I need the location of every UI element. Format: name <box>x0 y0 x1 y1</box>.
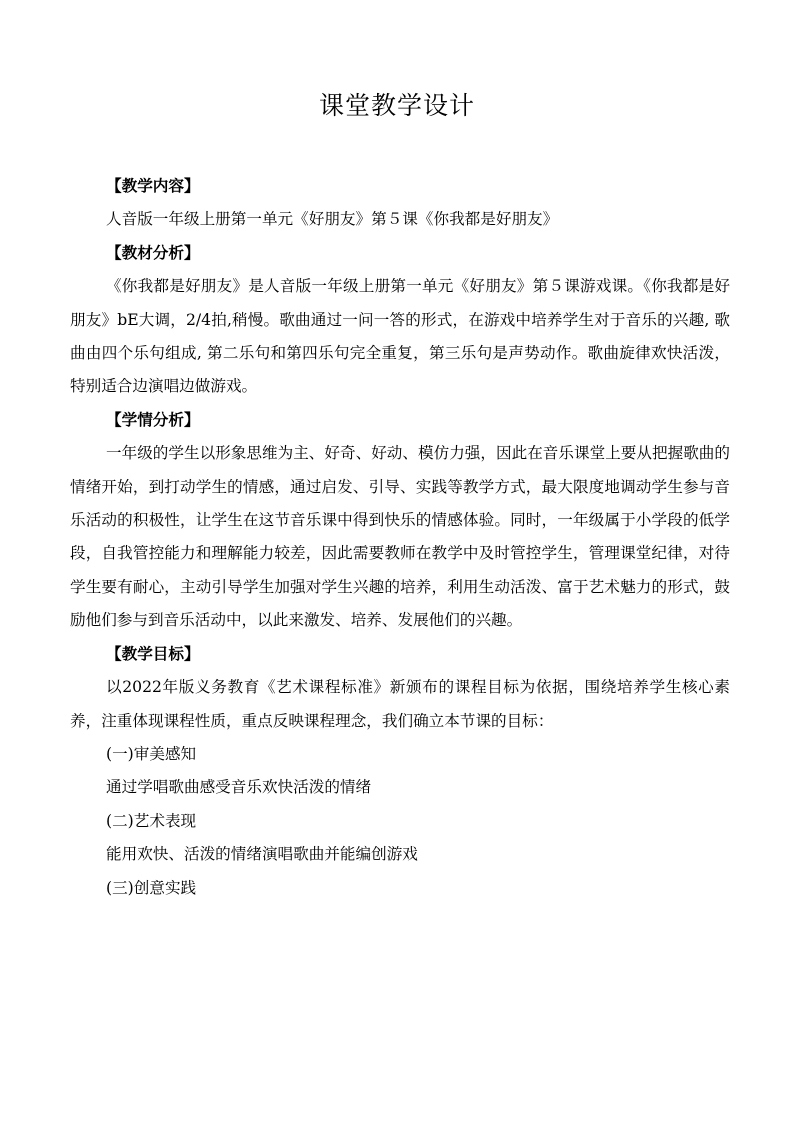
section-heading-students: 【学情分析】 <box>106 410 200 429</box>
page-title: 课堂教学设计 <box>318 91 475 120</box>
section-heading-material: 【教材分析】 <box>106 243 200 262</box>
goal-item-5: (三)创意实践 <box>106 878 197 897</box>
document-body <box>70 170 730 905</box>
goal-item-4: 能用欢快、活泼的情绪演唱歌曲并能编创游戏 <box>106 845 418 864</box>
goal-item-3: (二)艺术表现 <box>106 811 197 830</box>
goal-item-1: (一)审美感知 <box>106 744 197 763</box>
section-heading-goals: 【教学目标】 <box>106 644 200 663</box>
goal-item-2: 通过学唱歌曲感受音乐欢快活泼的情绪 <box>106 778 372 797</box>
section-text-material: 《你我都是好朋友》是人音版一年级上册第一单元《好朋友》第５课游戏课。《你我都是好朋友》bE大调，2/4拍,稍慢。歌曲通过一问一答的形式，在游戏中培养学生对于音乐的兴趣, 歌曲由四个乐句组成, 第二乐句和第四乐句完全重复，第三乐句是声势动作。歌曲旋律欢快活泼，特别适合边演唱边做游戏。 <box>70 277 730 396</box>
section-heading-content: 【教学内容】 <box>106 177 200 195</box>
section-text-students: 一年级的学生以形象思维为主、好奇、好动、模仿力强，因此在音乐课堂上要从把握歌曲的情绪开始，到打动学生的情感，通过启发、引导、实践等教学方式，最大限度地调动学生参与音乐活动的积极性，让学生在这节音乐课中得到快乐的情感体验。同时，一年级属于小学段的低学段，自我管控能力和理解能力较差，因此需要教师在教学中及时管控学生，管理课堂纪律，对待学生要有耐心，主动引导学生加强对学生兴趣的培养，利用生动活泼、富于艺术魅力的形式，鼓励他们参与到音乐活动中，以此来激发、培养、发展他们的兴趣。 <box>70 444 730 630</box>
section-text-content: 人音版一年级上册第一单元《好朋友》第５课《你我都是好朋友》 <box>106 210 559 229</box>
section-text-goals: 以2022年版义务教育《艺术课程标准》新颁布的课程目标为依据，围绕培养学生核心素养，注重体现课程性质，重点反映课程理念，我们确立本节课的目标： <box>70 678 730 730</box>
